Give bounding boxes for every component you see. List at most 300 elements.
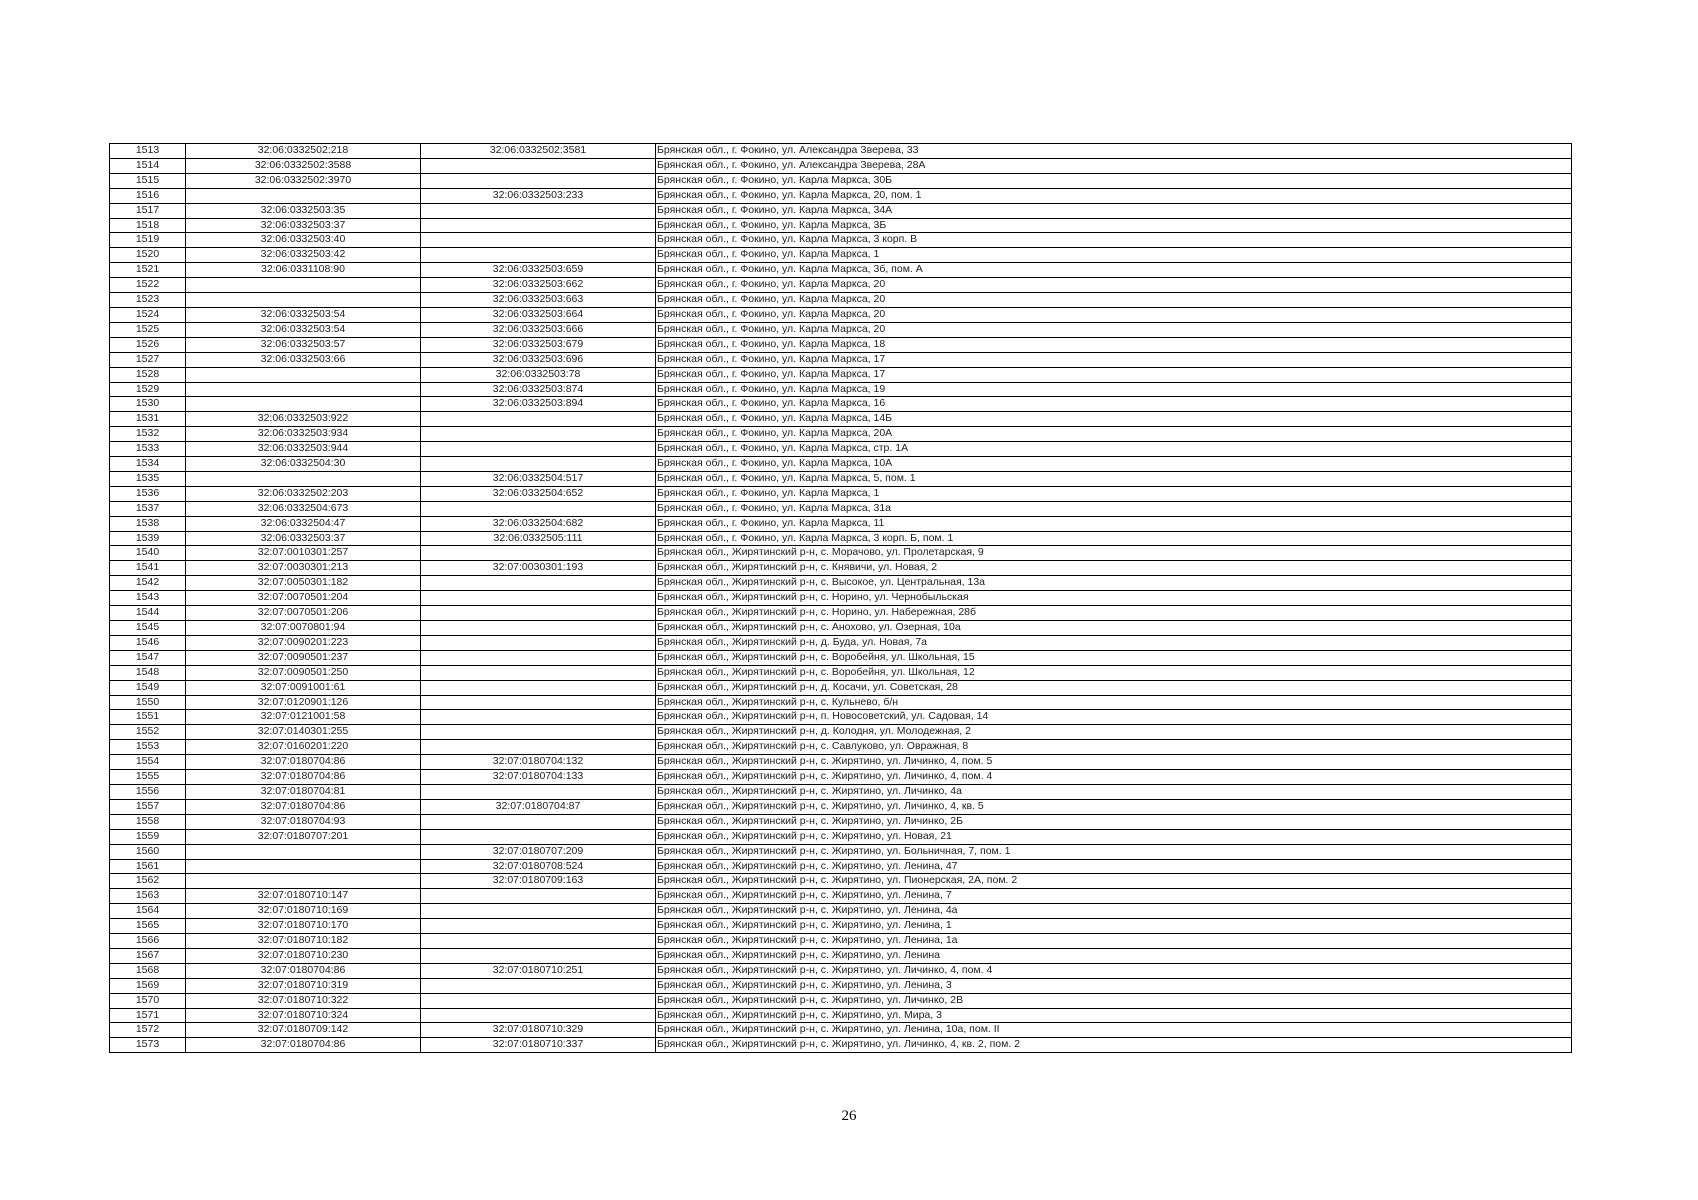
address-cell: Брянская обл., г. Фокино, ул. Карла Маркса, 20 — [656, 322, 1572, 337]
address-cell: Брянская обл., г. Фокино, ул. Карла Маркса, 34А — [656, 203, 1572, 218]
address-cell: Брянская обл., г. Фокино, ул. Карла Маркса, 20 — [656, 307, 1572, 322]
address-cell: Брянская обл., Жирятинский р-н, с. Жирятино, ул. Личинко, 4, пом. 4 — [656, 770, 1572, 785]
address-cell: Брянская обл., г. Фокино, ул. Карла Маркса, 20 — [656, 278, 1572, 293]
table-row — [110, 576, 1572, 591]
table-row — [110, 427, 1572, 442]
table-row — [110, 650, 1572, 665]
address-cell: Брянская обл., Жирятинский р-н, с. Жирятино, ул. Ленина, 1 — [656, 919, 1572, 934]
table-row — [110, 665, 1572, 680]
row-number-cell: 1547 — [110, 650, 186, 665]
address-cell: Брянская обл., Жирятинский р-н, с. Жирятино, ул. Личинко, 4, кв. 5 — [656, 799, 1572, 814]
address-cell: Брянская обл., Жирятинский р-н, с. Жирятино, ул. Больничная, 7, пом. 1 — [656, 844, 1572, 859]
cadastral-number-cell: 32:06:0332503:42 — [186, 248, 421, 263]
table-row — [110, 859, 1572, 874]
row-number-cell: 1565 — [110, 919, 186, 934]
cadastral-number-cell: 32:07:0180710:170 — [186, 919, 421, 934]
premises-cadastral-number-cell — [421, 501, 656, 516]
table-row — [110, 829, 1572, 844]
premises-cadastral-number-cell — [421, 442, 656, 457]
table-row — [110, 322, 1572, 337]
premises-cadastral-number-cell — [421, 814, 656, 829]
premises-cadastral-number-cell: 32:07:0180709:163 — [421, 874, 656, 889]
premises-cadastral-number-cell: 32:06:0332503:664 — [421, 307, 656, 322]
premises-cadastral-number-cell — [421, 218, 656, 233]
cadastral-number-cell: 32:06:0332503:54 — [186, 307, 421, 322]
cadastral-number-cell: 32:07:0180707:201 — [186, 829, 421, 844]
row-number-cell: 1544 — [110, 606, 186, 621]
address-cell: Брянская обл., Жирятинский р-н, с. Норино, ул. Чернобыльская — [656, 591, 1572, 606]
cadastral-number-cell: 32:06:0332503:37 — [186, 531, 421, 546]
premises-cadastral-number-cell — [421, 948, 656, 963]
address-cell: Брянская обл., Жирятинский р-н, с. Жирятино, ул. Мира, 3 — [656, 1008, 1572, 1023]
table-row — [110, 993, 1572, 1008]
cadastral-number-cell: 32:06:0332503:35 — [186, 203, 421, 218]
premises-cadastral-number-cell: 32:06:0332503:78 — [421, 367, 656, 382]
table-row — [110, 784, 1572, 799]
cadastral-number-cell — [186, 471, 421, 486]
row-number-cell: 1552 — [110, 725, 186, 740]
cadastral-number-cell: 32:07:0010301:257 — [186, 546, 421, 561]
cadastral-number-cell: 32:06:0332503:40 — [186, 233, 421, 248]
row-number-cell: 1517 — [110, 203, 186, 218]
row-number-cell: 1562 — [110, 874, 186, 889]
address-cell: Брянская обл., г. Фокино, ул. Карла Маркса, 11 — [656, 516, 1572, 531]
table-row — [110, 740, 1572, 755]
row-number-cell: 1519 — [110, 233, 186, 248]
premises-cadastral-number-cell — [421, 606, 656, 621]
cadastral-number-cell: 32:07:0180709:142 — [186, 1023, 421, 1038]
table-row — [110, 606, 1572, 621]
row-number-cell: 1559 — [110, 829, 186, 844]
row-number-cell: 1572 — [110, 1023, 186, 1038]
row-number-cell: 1557 — [110, 799, 186, 814]
table-row — [110, 188, 1572, 203]
cadastral-number-cell: 32:06:0331108:90 — [186, 263, 421, 278]
premises-cadastral-number-cell — [421, 919, 656, 934]
premises-cadastral-number-cell: 32:07:0180710:329 — [421, 1023, 656, 1038]
premises-cadastral-number-cell: 32:06:0332504:517 — [421, 471, 656, 486]
table-row — [110, 1038, 1572, 1053]
table-row — [110, 725, 1572, 740]
table-row — [110, 307, 1572, 322]
table-row — [110, 531, 1572, 546]
row-number-cell: 1543 — [110, 591, 186, 606]
address-cell: Брянская обл., Жирятинский р-н, с. Жирятино, ул. Личинко, 4, кв. 2, пом. 2 — [656, 1038, 1572, 1053]
address-cell: Брянская обл., Жирятинский р-н, с. Кульнево, б/н — [656, 695, 1572, 710]
table-row — [110, 799, 1572, 814]
cadastral-number-cell: 32:07:0180704:86 — [186, 1038, 421, 1053]
premises-cadastral-number-cell — [421, 934, 656, 949]
row-number-cell: 1560 — [110, 844, 186, 859]
row-number-cell: 1569 — [110, 978, 186, 993]
address-cell: Брянская обл., г. Фокино, ул. Карла Маркса, 30Б — [656, 173, 1572, 188]
address-cell: Брянская обл., г. Фокино, ул. Карла Маркса, 3 корп. В — [656, 233, 1572, 248]
row-number-cell: 1541 — [110, 561, 186, 576]
address-cell: Брянская обл., Жирятинский р-н, с. Морачово, ул. Пролетарская, 9 — [656, 546, 1572, 561]
cadastral-number-cell — [186, 859, 421, 874]
address-cell: Брянская обл., Жирятинский р-н, с. Жирятино, ул. Ленина, 7 — [656, 889, 1572, 904]
table-row — [110, 412, 1572, 427]
cadastral-number-cell: 32:06:0332503:37 — [186, 218, 421, 233]
cadastral-number-cell: 32:07:0180710:319 — [186, 978, 421, 993]
address-cell: Брянская обл., г. Фокино, ул. Карла Маркса, 1 — [656, 248, 1572, 263]
cadastral-number-cell: 32:06:0332503:66 — [186, 352, 421, 367]
premises-cadastral-number-cell — [421, 233, 656, 248]
row-number-cell: 1553 — [110, 740, 186, 755]
cadastral-number-cell: 32:07:0180704:86 — [186, 755, 421, 770]
address-cell: Брянская обл., Жирятинский р-н, с. Княвичи, ул. Новая, 2 — [656, 561, 1572, 576]
table-row — [110, 1023, 1572, 1038]
table-row — [110, 367, 1572, 382]
row-number-cell: 1514 — [110, 158, 186, 173]
table-row — [110, 173, 1572, 188]
address-cell: Брянская обл., Жирятинский р-н, д. Косачи, ул. Советская, 28 — [656, 680, 1572, 695]
row-number-cell: 1534 — [110, 457, 186, 472]
address-cell: Брянская обл., Жирятинский р-н, с. Жирятино, ул. Ленина, 47 — [656, 859, 1572, 874]
table-row — [110, 471, 1572, 486]
cadastral-number-cell: 32:07:0180704:81 — [186, 784, 421, 799]
premises-cadastral-number-cell — [421, 829, 656, 844]
premises-cadastral-number-cell: 32:06:0332502:3581 — [421, 144, 656, 159]
premises-cadastral-number-cell — [421, 576, 656, 591]
row-number-cell: 1533 — [110, 442, 186, 457]
premises-cadastral-number-cell — [421, 591, 656, 606]
table-row — [110, 948, 1572, 963]
table-row — [110, 352, 1572, 367]
table-row — [110, 874, 1572, 889]
table-row — [110, 248, 1572, 263]
table-row — [110, 680, 1572, 695]
address-cell: Брянская обл., Жирятинский р-н, с. Жирятино, ул. Личинко, 4а — [656, 784, 1572, 799]
premises-cadastral-number-cell: 32:06:0332505:111 — [421, 531, 656, 546]
row-number-cell: 1564 — [110, 904, 186, 919]
cadastral-number-cell: 32:06:0332503:934 — [186, 427, 421, 442]
row-number-cell: 1520 — [110, 248, 186, 263]
row-number-cell: 1535 — [110, 471, 186, 486]
premises-cadastral-number-cell: 32:06:0332503:662 — [421, 278, 656, 293]
row-number-cell: 1573 — [110, 1038, 186, 1053]
row-number-cell: 1571 — [110, 1008, 186, 1023]
table-row — [110, 144, 1572, 159]
premises-cadastral-number-cell — [421, 457, 656, 472]
premises-cadastral-number-cell — [421, 665, 656, 680]
cadastral-number-cell — [186, 293, 421, 308]
address-cell: Брянская обл., Жирятинский р-н, с. Жирятино, ул. Личинко, 2В — [656, 993, 1572, 1008]
address-cell: Брянская обл., Жирятинский р-н, с. Жирятино, ул. Личинко, 2Б — [656, 814, 1572, 829]
row-number-cell: 1538 — [110, 516, 186, 531]
premises-cadastral-number-cell — [421, 784, 656, 799]
address-cell: Брянская обл., г. Фокино, ул. Карла Маркса, 10А — [656, 457, 1572, 472]
premises-cadastral-number-cell — [421, 978, 656, 993]
address-cell: Брянская обл., Жирятинский р-н, с. Жирятино, ул. Ленина, 4а — [656, 904, 1572, 919]
table-row — [110, 561, 1572, 576]
row-number-cell: 1567 — [110, 948, 186, 963]
address-cell: Брянская обл., г. Фокино, ул. Карла Маркса, 20А — [656, 427, 1572, 442]
row-number-cell: 1551 — [110, 710, 186, 725]
address-cell: Брянская обл., Жирятинский р-н, п. Новосоветский, ул. Садовая, 14 — [656, 710, 1572, 725]
cadastral-number-cell: 32:07:0180704:86 — [186, 799, 421, 814]
cadastral-number-cell: 32:06:0332503:922 — [186, 412, 421, 427]
cadastral-number-cell: 32:07:0090201:223 — [186, 635, 421, 650]
cadastral-number-cell — [186, 397, 421, 412]
premises-cadastral-number-cell — [421, 635, 656, 650]
premises-cadastral-number-cell — [421, 695, 656, 710]
cadastral-number-cell: 32:07:0120901:126 — [186, 695, 421, 710]
cadastral-number-cell — [186, 367, 421, 382]
cadastral-number-cell: 32:07:0121001:58 — [186, 710, 421, 725]
table-row — [110, 397, 1572, 412]
cadastral-number-cell: 32:07:0180710:147 — [186, 889, 421, 904]
row-number-cell: 1550 — [110, 695, 186, 710]
row-number-cell: 1545 — [110, 621, 186, 636]
table-row — [110, 263, 1572, 278]
cadastral-number-cell: 32:07:0091001:61 — [186, 680, 421, 695]
row-number-cell: 1558 — [110, 814, 186, 829]
address-cell: Брянская обл., Жирятинский р-н, с. Жирятино, ул. Пионерская, 2А, пом. 2 — [656, 874, 1572, 889]
cadastral-number-cell: 32:06:0332504:30 — [186, 457, 421, 472]
premises-cadastral-number-cell — [421, 248, 656, 263]
table-row — [110, 501, 1572, 516]
row-number-cell: 1516 — [110, 188, 186, 203]
premises-cadastral-number-cell: 32:06:0332503:233 — [421, 188, 656, 203]
table-row — [110, 382, 1572, 397]
row-number-cell: 1530 — [110, 397, 186, 412]
address-cell: Брянская обл., г. Фокино, ул. Карла Маркса, 1 — [656, 486, 1572, 501]
premises-cadastral-number-cell — [421, 650, 656, 665]
premises-cadastral-number-cell: 32:06:0332503:659 — [421, 263, 656, 278]
row-number-cell: 1542 — [110, 576, 186, 591]
premises-cadastral-number-cell — [421, 158, 656, 173]
premises-cadastral-number-cell — [421, 412, 656, 427]
row-number-cell: 1549 — [110, 680, 186, 695]
row-number-cell: 1540 — [110, 546, 186, 561]
premises-cadastral-number-cell — [421, 1008, 656, 1023]
address-cell: Брянская обл., г. Фокино, ул. Карла Маркса, стр. 1А — [656, 442, 1572, 457]
address-cell: Брянская обл., г. Фокино, ул. Карла Маркса, 5, пом. 1 — [656, 471, 1572, 486]
property-table — [109, 143, 1572, 1053]
cadastral-number-cell: 32:06:0332502:3970 — [186, 173, 421, 188]
premises-cadastral-number-cell: 32:06:0332503:663 — [421, 293, 656, 308]
cadastral-number-cell — [186, 382, 421, 397]
table-row — [110, 278, 1572, 293]
premises-cadastral-number-cell: 32:06:0332503:679 — [421, 337, 656, 352]
cadastral-number-cell: 32:06:0332503:944 — [186, 442, 421, 457]
row-number-cell: 1537 — [110, 501, 186, 516]
address-cell: Брянская обл., Жирятинский р-н, с. Анохово, ул. Озерная, 10а — [656, 621, 1572, 636]
cadastral-number-cell: 32:06:0332503:57 — [186, 337, 421, 352]
cadastral-number-cell: 32:07:0180710:169 — [186, 904, 421, 919]
address-cell: Брянская обл., г. Фокино, ул. Карла Маркса, 3 корп. Б, пом. 1 — [656, 531, 1572, 546]
table-row — [110, 814, 1572, 829]
table-row — [110, 889, 1572, 904]
premises-cadastral-number-cell — [421, 173, 656, 188]
address-cell: Брянская обл., г. Фокино, ул. Карла Маркса, 31а — [656, 501, 1572, 516]
cadastral-number-cell: 32:07:0180710:182 — [186, 934, 421, 949]
premises-cadastral-number-cell: 32:06:0332503:894 — [421, 397, 656, 412]
table-row — [110, 963, 1572, 978]
table-row — [110, 516, 1572, 531]
row-number-cell: 1522 — [110, 278, 186, 293]
address-cell: Брянская обл., Жирятинский р-н, с. Воробейня, ул. Школьная, 15 — [656, 650, 1572, 665]
row-number-cell: 1524 — [110, 307, 186, 322]
premises-cadastral-number-cell: 32:06:0332503:666 — [421, 322, 656, 337]
premises-cadastral-number-cell — [421, 427, 656, 442]
cadastral-number-cell: 32:07:0180704:93 — [186, 814, 421, 829]
address-cell: Брянская обл., Жирятинский р-н, д. Колодня, ул. Молодежная, 2 — [656, 725, 1572, 740]
premises-cadastral-number-cell — [421, 904, 656, 919]
address-cell: Брянская обл., Жирятинский р-н, с. Жирятино, ул. Ленина, 1а — [656, 934, 1572, 949]
premises-cadastral-number-cell: 32:07:0180710:337 — [421, 1038, 656, 1053]
address-cell: Брянская обл., Жирятинский р-н, с. Воробейня, ул. Школьная, 12 — [656, 665, 1572, 680]
row-number-cell: 1528 — [110, 367, 186, 382]
cadastral-number-cell: 32:07:0070501:204 — [186, 591, 421, 606]
address-cell: Брянская обл., г. Фокино, ул. Карла Маркса, 16 — [656, 397, 1572, 412]
table-row — [110, 934, 1572, 949]
table-row — [110, 442, 1572, 457]
row-number-cell: 1531 — [110, 412, 186, 427]
cadastral-number-cell: 32:07:0090501:250 — [186, 665, 421, 680]
premises-cadastral-number-cell — [421, 680, 656, 695]
address-cell: Брянская обл., Жирятинский р-н, с. Норино, ул. Набережная, 28б — [656, 606, 1572, 621]
row-number-cell: 1518 — [110, 218, 186, 233]
address-cell: Брянская обл., г. Фокино, ул. Карла Маркса, 20, пом. 1 — [656, 188, 1572, 203]
premises-cadastral-number-cell: 32:07:0180707:209 — [421, 844, 656, 859]
address-cell: Брянская обл., Жирятинский р-н, с. Жирятино, ул. Новая, 21 — [656, 829, 1572, 844]
table-row — [110, 770, 1572, 785]
cadastral-number-cell: 32:07:0030301:213 — [186, 561, 421, 576]
table-row — [110, 591, 1572, 606]
cadastral-number-cell — [186, 844, 421, 859]
address-cell: Брянская обл., Жирятинский р-н, с. Жирятино, ул. Ленина, 3 — [656, 978, 1572, 993]
address-cell: Брянская обл., Жирятинский р-н, с. Жирятино, ул. Личинко, 4, пом. 4 — [656, 963, 1572, 978]
cadastral-number-cell: 32:07:0180704:86 — [186, 963, 421, 978]
table-row — [110, 695, 1572, 710]
cadastral-number-cell: 32:07:0070801:94 — [186, 621, 421, 636]
row-number-cell: 1536 — [110, 486, 186, 501]
table-row — [110, 635, 1572, 650]
premises-cadastral-number-cell — [421, 725, 656, 740]
table-row — [110, 546, 1572, 561]
cadastral-number-cell: 32:07:0180710:324 — [186, 1008, 421, 1023]
cadastral-number-cell — [186, 188, 421, 203]
cadastral-number-cell: 32:06:0332502:203 — [186, 486, 421, 501]
address-cell: Брянская обл., г. Фокино, ул. Карла Маркса, 17 — [656, 367, 1572, 382]
table-row — [110, 218, 1572, 233]
address-cell: Брянская обл., Жирятинский р-н, с. Жирятино, ул. Ленина, 10а, пом. II — [656, 1023, 1572, 1038]
cadastral-number-cell: 32:06:0332504:673 — [186, 501, 421, 516]
premises-cadastral-number-cell: 32:07:0030301:193 — [421, 561, 656, 576]
address-cell: Брянская обл., Жирятинский р-н, с. Жирятино, ул. Личинко, 4, пом. 5 — [656, 755, 1572, 770]
premises-cadastral-number-cell: 32:07:0180708:524 — [421, 859, 656, 874]
premises-cadastral-number-cell: 32:06:0332504:652 — [421, 486, 656, 501]
address-cell: Брянская обл., Жирятинский р-н, д. Буда, ул. Новая, 7а — [656, 635, 1572, 650]
row-number-cell: 1529 — [110, 382, 186, 397]
address-cell: Брянская обл., Жирятинский р-н, с. Савлуково, ул. Овражная, 8 — [656, 740, 1572, 755]
table-row — [110, 755, 1572, 770]
table-body — [110, 144, 1572, 1053]
row-number-cell: 1539 — [110, 531, 186, 546]
table-row — [110, 904, 1572, 919]
premises-cadastral-number-cell: 32:07:0180704:133 — [421, 770, 656, 785]
cadastral-number-cell: 32:07:0160201:220 — [186, 740, 421, 755]
premises-cadastral-number-cell: 32:06:0332504:682 — [421, 516, 656, 531]
row-number-cell: 1515 — [110, 173, 186, 188]
address-cell: Брянская обл., г. Фокино, ул. Карла Маркса, 3Б — [656, 218, 1572, 233]
cadastral-number-cell: 32:07:0050301:182 — [186, 576, 421, 591]
row-number-cell: 1526 — [110, 337, 186, 352]
premises-cadastral-number-cell: 32:07:0180710:251 — [421, 963, 656, 978]
premises-cadastral-number-cell: 32:06:0332503:696 — [421, 352, 656, 367]
address-cell: Брянская обл., г. Фокино, ул. Карла Маркса, 17 — [656, 352, 1572, 367]
row-number-cell: 1513 — [110, 144, 186, 159]
address-cell: Брянская обл., г. Фокино, ул. Александра Зверева, 28А — [656, 158, 1572, 173]
row-number-cell: 1554 — [110, 755, 186, 770]
cadastral-number-cell: 32:06:0332503:54 — [186, 322, 421, 337]
row-number-cell: 1563 — [110, 889, 186, 904]
table-row — [110, 158, 1572, 173]
row-number-cell: 1566 — [110, 934, 186, 949]
cadastral-number-cell — [186, 874, 421, 889]
row-number-cell: 1556 — [110, 784, 186, 799]
table-row — [110, 978, 1572, 993]
address-cell: Брянская обл., г. Фокино, ул. Карла Маркса, 18 — [656, 337, 1572, 352]
table-row — [110, 844, 1572, 859]
premises-cadastral-number-cell — [421, 203, 656, 218]
cadastral-number-cell: 32:06:0332502:218 — [186, 144, 421, 159]
table-row — [110, 457, 1572, 472]
address-cell: Брянская обл., г. Фокино, ул. Карла Маркса, 14Б — [656, 412, 1572, 427]
page-number: 26 — [841, 1108, 857, 1124]
premises-cadastral-number-cell — [421, 993, 656, 1008]
cadastral-number-cell: 32:07:0070501:206 — [186, 606, 421, 621]
cadastral-number-cell: 32:06:0332502:3588 — [186, 158, 421, 173]
table-row — [110, 233, 1572, 248]
row-number-cell: 1521 — [110, 263, 186, 278]
address-cell: Брянская обл., Жирятинский р-н, с. Жирятино, ул. Ленина — [656, 948, 1572, 963]
row-number-cell: 1570 — [110, 993, 186, 1008]
table-row — [110, 710, 1572, 725]
row-number-cell: 1546 — [110, 635, 186, 650]
row-number-cell: 1555 — [110, 770, 186, 785]
row-number-cell: 1561 — [110, 859, 186, 874]
premises-cadastral-number-cell — [421, 710, 656, 725]
table-row — [110, 486, 1572, 501]
address-cell: Брянская обл., г. Фокино, ул. Карла Маркса, 3б, пом. А — [656, 263, 1572, 278]
cadastral-number-cell: 32:07:0180704:86 — [186, 770, 421, 785]
premises-cadastral-number-cell: 32:06:0332503:874 — [421, 382, 656, 397]
premises-cadastral-number-cell — [421, 546, 656, 561]
premises-cadastral-number-cell — [421, 621, 656, 636]
row-number-cell: 1532 — [110, 427, 186, 442]
address-cell: Брянская обл., г. Фокино, ул. Александра Зверева, 33 — [656, 144, 1572, 159]
table-row — [110, 1008, 1572, 1023]
address-cell: Брянская обл., г. Фокино, ул. Карла Маркса, 20 — [656, 293, 1572, 308]
row-number-cell: 1527 — [110, 352, 186, 367]
table-row — [110, 621, 1572, 636]
premises-cadastral-number-cell — [421, 740, 656, 755]
premises-cadastral-number-cell: 32:07:0180704:87 — [421, 799, 656, 814]
cadastral-number-cell: 32:06:0332504:47 — [186, 516, 421, 531]
table-row — [110, 337, 1572, 352]
row-number-cell: 1568 — [110, 963, 186, 978]
premises-cadastral-number-cell — [421, 889, 656, 904]
cadastral-number-cell — [186, 278, 421, 293]
row-number-cell: 1523 — [110, 293, 186, 308]
cadastral-number-cell: 32:07:0180710:322 — [186, 993, 421, 1008]
address-cell: Брянская обл., Жирятинский р-н, с. Высокое, ул. Центральная, 13а — [656, 576, 1572, 591]
address-cell: Брянская обл., г. Фокино, ул. Карла Маркса, 19 — [656, 382, 1572, 397]
table-row — [110, 919, 1572, 934]
